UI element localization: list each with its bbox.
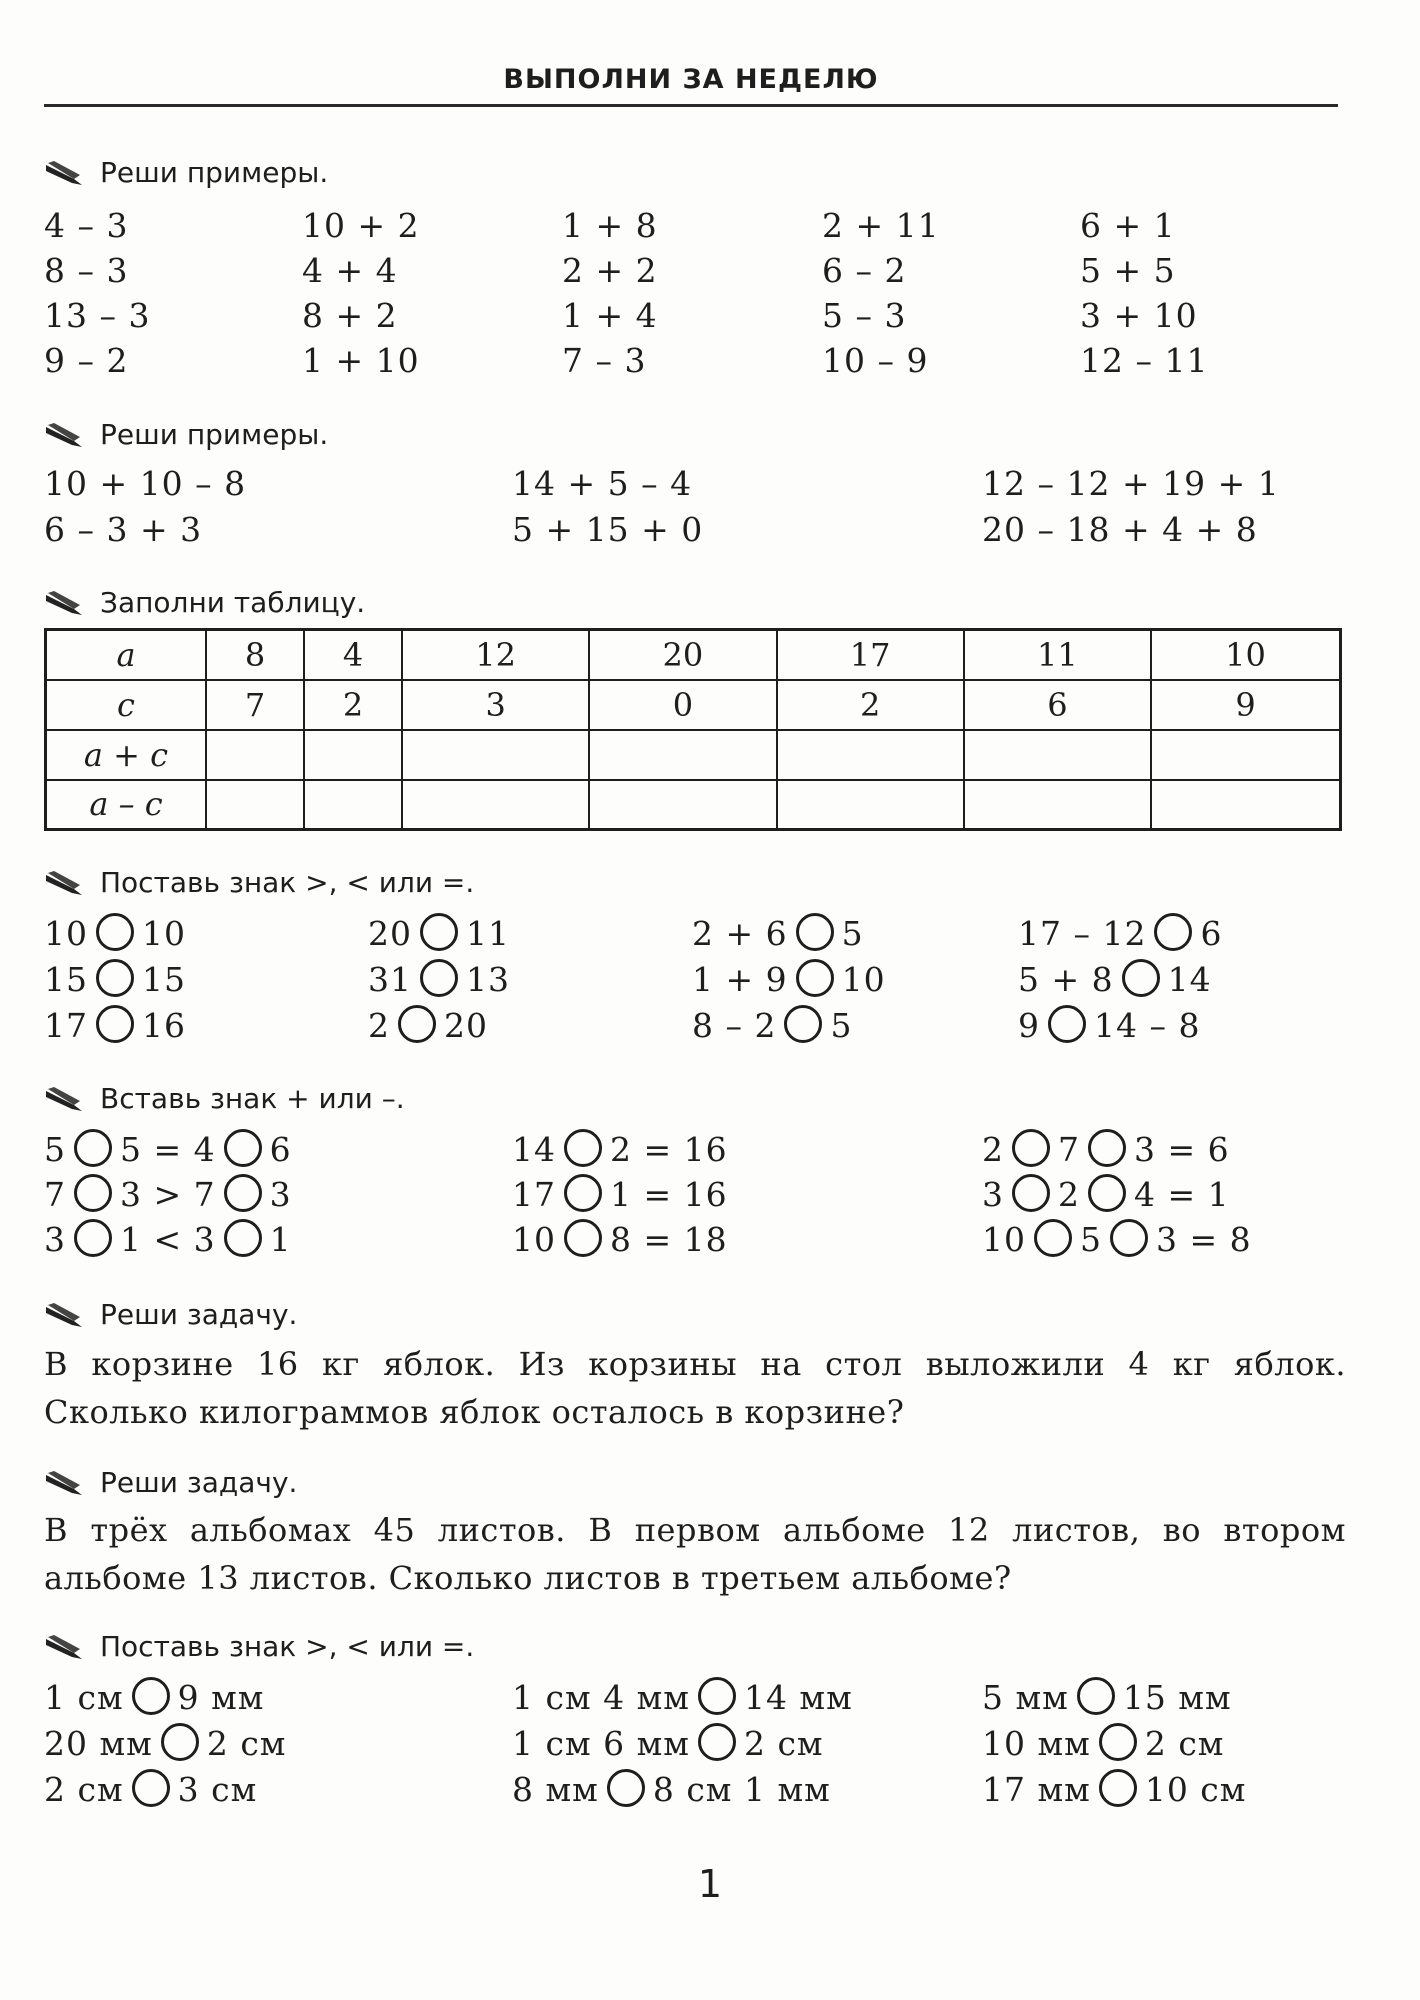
- task-title-text: Реши задачу.: [100, 1298, 298, 1331]
- task-title-8: [44, 1630, 474, 1663]
- example: 7 – 3: [562, 341, 647, 380]
- example: 20 – 18 + 4 + 8: [982, 510, 1258, 549]
- left-operand: 1 см: [44, 1678, 124, 1717]
- right-operand: 14: [1167, 960, 1212, 999]
- operand: 3 = 6: [1134, 1130, 1230, 1169]
- table-cell[interactable]: [206, 730, 304, 780]
- operand: 1 = 16: [610, 1175, 728, 1214]
- answer-circle[interactable]: [1099, 1769, 1137, 1807]
- answer-circle[interactable]: [564, 1219, 602, 1257]
- table-cell[interactable]: [304, 730, 402, 780]
- left-operand: 10: [44, 914, 88, 953]
- example: 3 + 10: [1080, 296, 1198, 335]
- page-number: 1: [697, 1862, 723, 1906]
- right-operand: 9 мм: [177, 1678, 265, 1717]
- operand: 3 = 8: [1156, 1220, 1252, 1259]
- answer-circle[interactable]: [784, 1005, 822, 1043]
- answer-circle[interactable]: [1154, 913, 1192, 951]
- operand: 7: [1058, 1130, 1080, 1169]
- table-row: [46, 680, 1341, 730]
- answer-circle[interactable]: [398, 1005, 436, 1043]
- compare-item: [692, 960, 886, 1001]
- pencil-icon: [44, 159, 90, 187]
- task-title-text: Поставь знак >, < или =.: [100, 866, 475, 899]
- compare-item: [44, 914, 186, 955]
- left-operand: 1 + 9: [692, 960, 788, 999]
- sign-item: [982, 1130, 1230, 1171]
- right-operand: 10 см: [1144, 1770, 1247, 1809]
- unit-compare-item: [44, 1770, 257, 1811]
- answer-circle[interactable]: [96, 1005, 134, 1043]
- operand: 3 > 7: [120, 1175, 216, 1214]
- operand: 8 = 18: [610, 1220, 728, 1259]
- right-operand: 2 см: [1144, 1724, 1225, 1763]
- example: 1 + 4: [562, 296, 658, 335]
- problem-text-1: В корзине 16 кг яблок. Из корзины на стол выложили 4 кг яблок. Сколько килограммов яблок осталось в корзине?: [44, 1345, 1346, 1431]
- sign-item: [512, 1220, 728, 1261]
- sign-item: [512, 1175, 728, 1216]
- table-cell: 11: [964, 630, 1151, 680]
- left-operand: 17 мм: [982, 1770, 1091, 1809]
- left-operand: 20: [368, 914, 412, 953]
- answer-circle[interactable]: [698, 1723, 736, 1761]
- answer-circle[interactable]: [224, 1174, 262, 1212]
- left-operand: 5 мм: [982, 1678, 1069, 1717]
- table-cell[interactable]: [777, 780, 964, 830]
- operand: 10: [512, 1220, 556, 1259]
- right-operand: 8 см 1 мм: [652, 1770, 831, 1809]
- answer-circle[interactable]: [564, 1129, 602, 1167]
- answer-circle[interactable]: [1077, 1677, 1115, 1715]
- example: 12 – 11: [1080, 341, 1209, 380]
- compare-item: [368, 914, 510, 955]
- example: 10 + 2: [302, 206, 420, 245]
- task-title-5: [44, 1082, 405, 1115]
- table-cell[interactable]: [1151, 780, 1341, 830]
- task-title-6: [44, 1298, 297, 1331]
- operand: 5 = 4: [120, 1130, 216, 1169]
- unit-compare-item: [512, 1678, 853, 1719]
- answer-circle[interactable]: [96, 959, 134, 997]
- left-operand: 20 мм: [44, 1724, 153, 1763]
- right-operand: 15: [142, 960, 186, 999]
- row-label: a: [46, 630, 207, 680]
- left-operand: 17: [44, 1006, 88, 1045]
- example: 10 + 10 – 8: [44, 464, 247, 503]
- task-title-text: Реши примеры.: [100, 156, 329, 189]
- table-cell[interactable]: [206, 780, 304, 830]
- operand: 2: [982, 1130, 1004, 1169]
- unit-compare-item: [512, 1770, 831, 1811]
- compare-item: [1018, 1006, 1200, 1047]
- answer-circle[interactable]: [1048, 1005, 1086, 1043]
- sign-item: [512, 1130, 728, 1171]
- pencil-icon: [44, 589, 90, 617]
- task-title-4: [44, 866, 474, 899]
- example: 5 + 5: [1080, 251, 1176, 290]
- task-title-text: Вставь знак + или –.: [100, 1082, 405, 1115]
- operand: 10: [982, 1220, 1026, 1259]
- answer-circle[interactable]: [796, 913, 834, 951]
- example: 6 – 3 + 3: [44, 510, 203, 549]
- left-operand: 8 – 2: [692, 1006, 777, 1045]
- left-operand: 2: [368, 1006, 390, 1045]
- sign-item: [44, 1220, 292, 1261]
- problem-text-2: В трёх альбомах 45 листов. В первом альбоме 12 листов, во втором альбоме 13 листов. Сколько листов в третьем альбоме?: [44, 1511, 1346, 1597]
- answer-circle[interactable]: [607, 1769, 645, 1807]
- compare-item: [692, 1006, 852, 1047]
- answer-circle[interactable]: [1012, 1129, 1050, 1167]
- example: 4 + 4: [302, 251, 398, 290]
- right-operand: 14 мм: [743, 1678, 853, 1717]
- table-cell[interactable]: [1151, 730, 1341, 780]
- answer-circle[interactable]: [74, 1219, 112, 1257]
- compare-item: [1018, 960, 1212, 1001]
- answer-circle[interactable]: [420, 913, 458, 951]
- answer-circle[interactable]: [1088, 1129, 1126, 1167]
- right-operand: 10: [142, 914, 186, 953]
- table-cell[interactable]: [402, 780, 589, 830]
- table-row: [46, 630, 1341, 680]
- compare-item: [368, 960, 510, 1001]
- table-cell: 10: [1151, 630, 1341, 680]
- operand: 2 = 16: [610, 1130, 728, 1169]
- right-operand: 15 мм: [1122, 1678, 1232, 1717]
- example: 14 + 5 – 4: [512, 464, 693, 503]
- fill-table: [44, 628, 1342, 831]
- task-title-2: [44, 418, 328, 451]
- pencil-icon: [44, 869, 90, 897]
- table-cell: 3: [402, 680, 589, 730]
- right-operand: 5: [830, 1006, 853, 1045]
- left-operand: 1 см 6 мм: [512, 1724, 690, 1763]
- operand: 4 = 1: [1134, 1175, 1230, 1214]
- example: 2 + 2: [562, 251, 658, 290]
- table-cell: 8: [206, 630, 304, 680]
- table-cell: 17: [777, 630, 964, 680]
- compare-item: [368, 1006, 488, 1047]
- example: 4 – 3: [44, 206, 129, 245]
- table-cell[interactable]: [304, 780, 402, 830]
- right-operand: 11: [466, 914, 510, 953]
- left-operand: 10 мм: [982, 1724, 1091, 1763]
- table-cell[interactable]: [964, 730, 1151, 780]
- left-operand: 8 мм: [512, 1770, 599, 1809]
- left-operand: 31: [368, 960, 412, 999]
- table-cell: 20: [589, 630, 776, 680]
- example: 8 – 3: [44, 251, 129, 290]
- right-operand: 14 – 8: [1094, 1006, 1201, 1045]
- answer-circle[interactable]: [74, 1174, 112, 1212]
- table-cell[interactable]: [964, 780, 1151, 830]
- operand: 6: [269, 1130, 292, 1169]
- right-operand: 6: [1200, 914, 1223, 953]
- answer-circle[interactable]: [698, 1677, 736, 1715]
- row-label: c: [46, 680, 207, 730]
- answer-circle[interactable]: [564, 1174, 602, 1212]
- right-operand: 16: [142, 1006, 186, 1045]
- answer-circle[interactable]: [1099, 1723, 1137, 1761]
- operand: 14: [512, 1130, 556, 1169]
- pencil-icon: [44, 1469, 90, 1497]
- task-title-1: [44, 156, 328, 189]
- task-title-3: [44, 586, 365, 619]
- operand: 3: [269, 1175, 292, 1214]
- sign-item: [44, 1130, 292, 1171]
- table-cell[interactable]: [402, 730, 589, 780]
- example: 10 – 9: [822, 341, 929, 380]
- example: 8 + 2: [302, 296, 398, 335]
- unit-compare-item: [44, 1678, 264, 1719]
- example: 6 – 2: [822, 251, 907, 290]
- example: 6 + 1: [1080, 206, 1176, 245]
- left-operand: 17 – 12: [1018, 914, 1147, 953]
- compare-item: [1018, 914, 1222, 955]
- row-label: a – c: [46, 780, 207, 830]
- table-row: [46, 780, 1341, 830]
- answer-circle[interactable]: [132, 1677, 170, 1715]
- pencil-icon: [44, 1633, 90, 1661]
- example: 9 – 2: [44, 341, 129, 380]
- example: 5 – 3: [822, 296, 907, 335]
- answer-circle[interactable]: [1088, 1174, 1126, 1212]
- left-operand: 15: [44, 960, 88, 999]
- operand: 5: [44, 1130, 66, 1169]
- pencil-icon: [44, 421, 90, 449]
- task-title-7: [44, 1466, 297, 1499]
- left-operand: 1 см 4 мм: [512, 1678, 690, 1717]
- table-cell: 4: [304, 630, 402, 680]
- answer-circle[interactable]: [1034, 1219, 1072, 1257]
- answer-circle[interactable]: [1012, 1174, 1050, 1212]
- right-operand: 10: [841, 960, 886, 999]
- table-cell: 9: [1151, 680, 1341, 730]
- left-operand: 2 см: [44, 1770, 124, 1809]
- header-rule: [44, 104, 1338, 107]
- answer-circle[interactable]: [132, 1769, 170, 1807]
- table-cell: 12: [402, 630, 589, 680]
- operand: 3: [982, 1175, 1004, 1214]
- answer-circle[interactable]: [224, 1129, 262, 1167]
- left-operand: 9: [1018, 1006, 1040, 1045]
- table-cell: 0: [589, 680, 776, 730]
- task-title-text: Реши примеры.: [100, 418, 329, 451]
- operand: 1: [269, 1220, 292, 1259]
- unit-compare-item: [44, 1724, 286, 1765]
- sign-item: [44, 1175, 292, 1216]
- unit-compare-item: [982, 1770, 1246, 1811]
- right-operand: 13: [466, 960, 510, 999]
- table-cell[interactable]: [777, 730, 964, 780]
- right-operand: 2 см: [743, 1724, 824, 1763]
- answer-circle[interactable]: [74, 1129, 112, 1167]
- pencil-icon: [44, 1301, 90, 1329]
- unit-compare-item: [982, 1724, 1224, 1765]
- compare-item: [44, 1006, 186, 1047]
- left-operand: 2 + 6: [692, 914, 788, 953]
- compare-item: [692, 914, 864, 955]
- task-title-text: Реши задачу.: [100, 1466, 298, 1499]
- table-cell: 2: [304, 680, 402, 730]
- table-cell[interactable]: [589, 780, 776, 830]
- left-operand: 5 + 8: [1018, 960, 1114, 999]
- answer-circle[interactable]: [796, 959, 834, 997]
- operand: 17: [512, 1175, 556, 1214]
- example: 12 – 12 + 19 + 1: [982, 464, 1280, 503]
- compare-item: [44, 960, 186, 1001]
- answer-circle[interactable]: [420, 959, 458, 997]
- example: 2 + 11: [822, 206, 940, 245]
- operand: 3: [44, 1220, 66, 1259]
- unit-compare-item: [512, 1724, 824, 1765]
- answer-circle[interactable]: [224, 1219, 262, 1257]
- operand: 2: [1058, 1175, 1080, 1214]
- table-cell: 2: [777, 680, 964, 730]
- table-cell: 7: [206, 680, 304, 730]
- right-operand: 3 см: [177, 1770, 258, 1809]
- answer-circle[interactable]: [161, 1723, 199, 1761]
- task-title-text: Поставь знак >, < или =.: [100, 1630, 475, 1663]
- table-cell: 6: [964, 680, 1151, 730]
- sign-item: [982, 1220, 1252, 1261]
- example: 1 + 8: [562, 206, 658, 245]
- example: 13 – 3: [44, 296, 151, 335]
- answer-circle[interactable]: [1122, 959, 1160, 997]
- right-operand: 2 см: [206, 1724, 287, 1763]
- pencil-icon: [44, 1085, 90, 1113]
- page-header: ВЫПОЛНИ ЗА НЕДЕЛЮ: [503, 64, 879, 95]
- answer-circle[interactable]: [1110, 1219, 1148, 1257]
- row-label: a + c: [46, 730, 207, 780]
- task-title-text: Заполни таблицу.: [100, 586, 366, 619]
- unit-compare-item: [982, 1678, 1232, 1719]
- answer-circle[interactable]: [96, 913, 134, 951]
- table-row: [46, 730, 1341, 780]
- example: 1 + 10: [302, 341, 420, 380]
- operand: 5: [1080, 1220, 1102, 1259]
- example: 5 + 15 + 0: [512, 510, 704, 549]
- operand: 1 < 3: [120, 1220, 216, 1259]
- right-operand: 5: [841, 914, 864, 953]
- table-cell[interactable]: [589, 730, 776, 780]
- right-operand: 20: [444, 1006, 488, 1045]
- sign-item: [982, 1175, 1230, 1216]
- operand: 7: [44, 1175, 66, 1214]
